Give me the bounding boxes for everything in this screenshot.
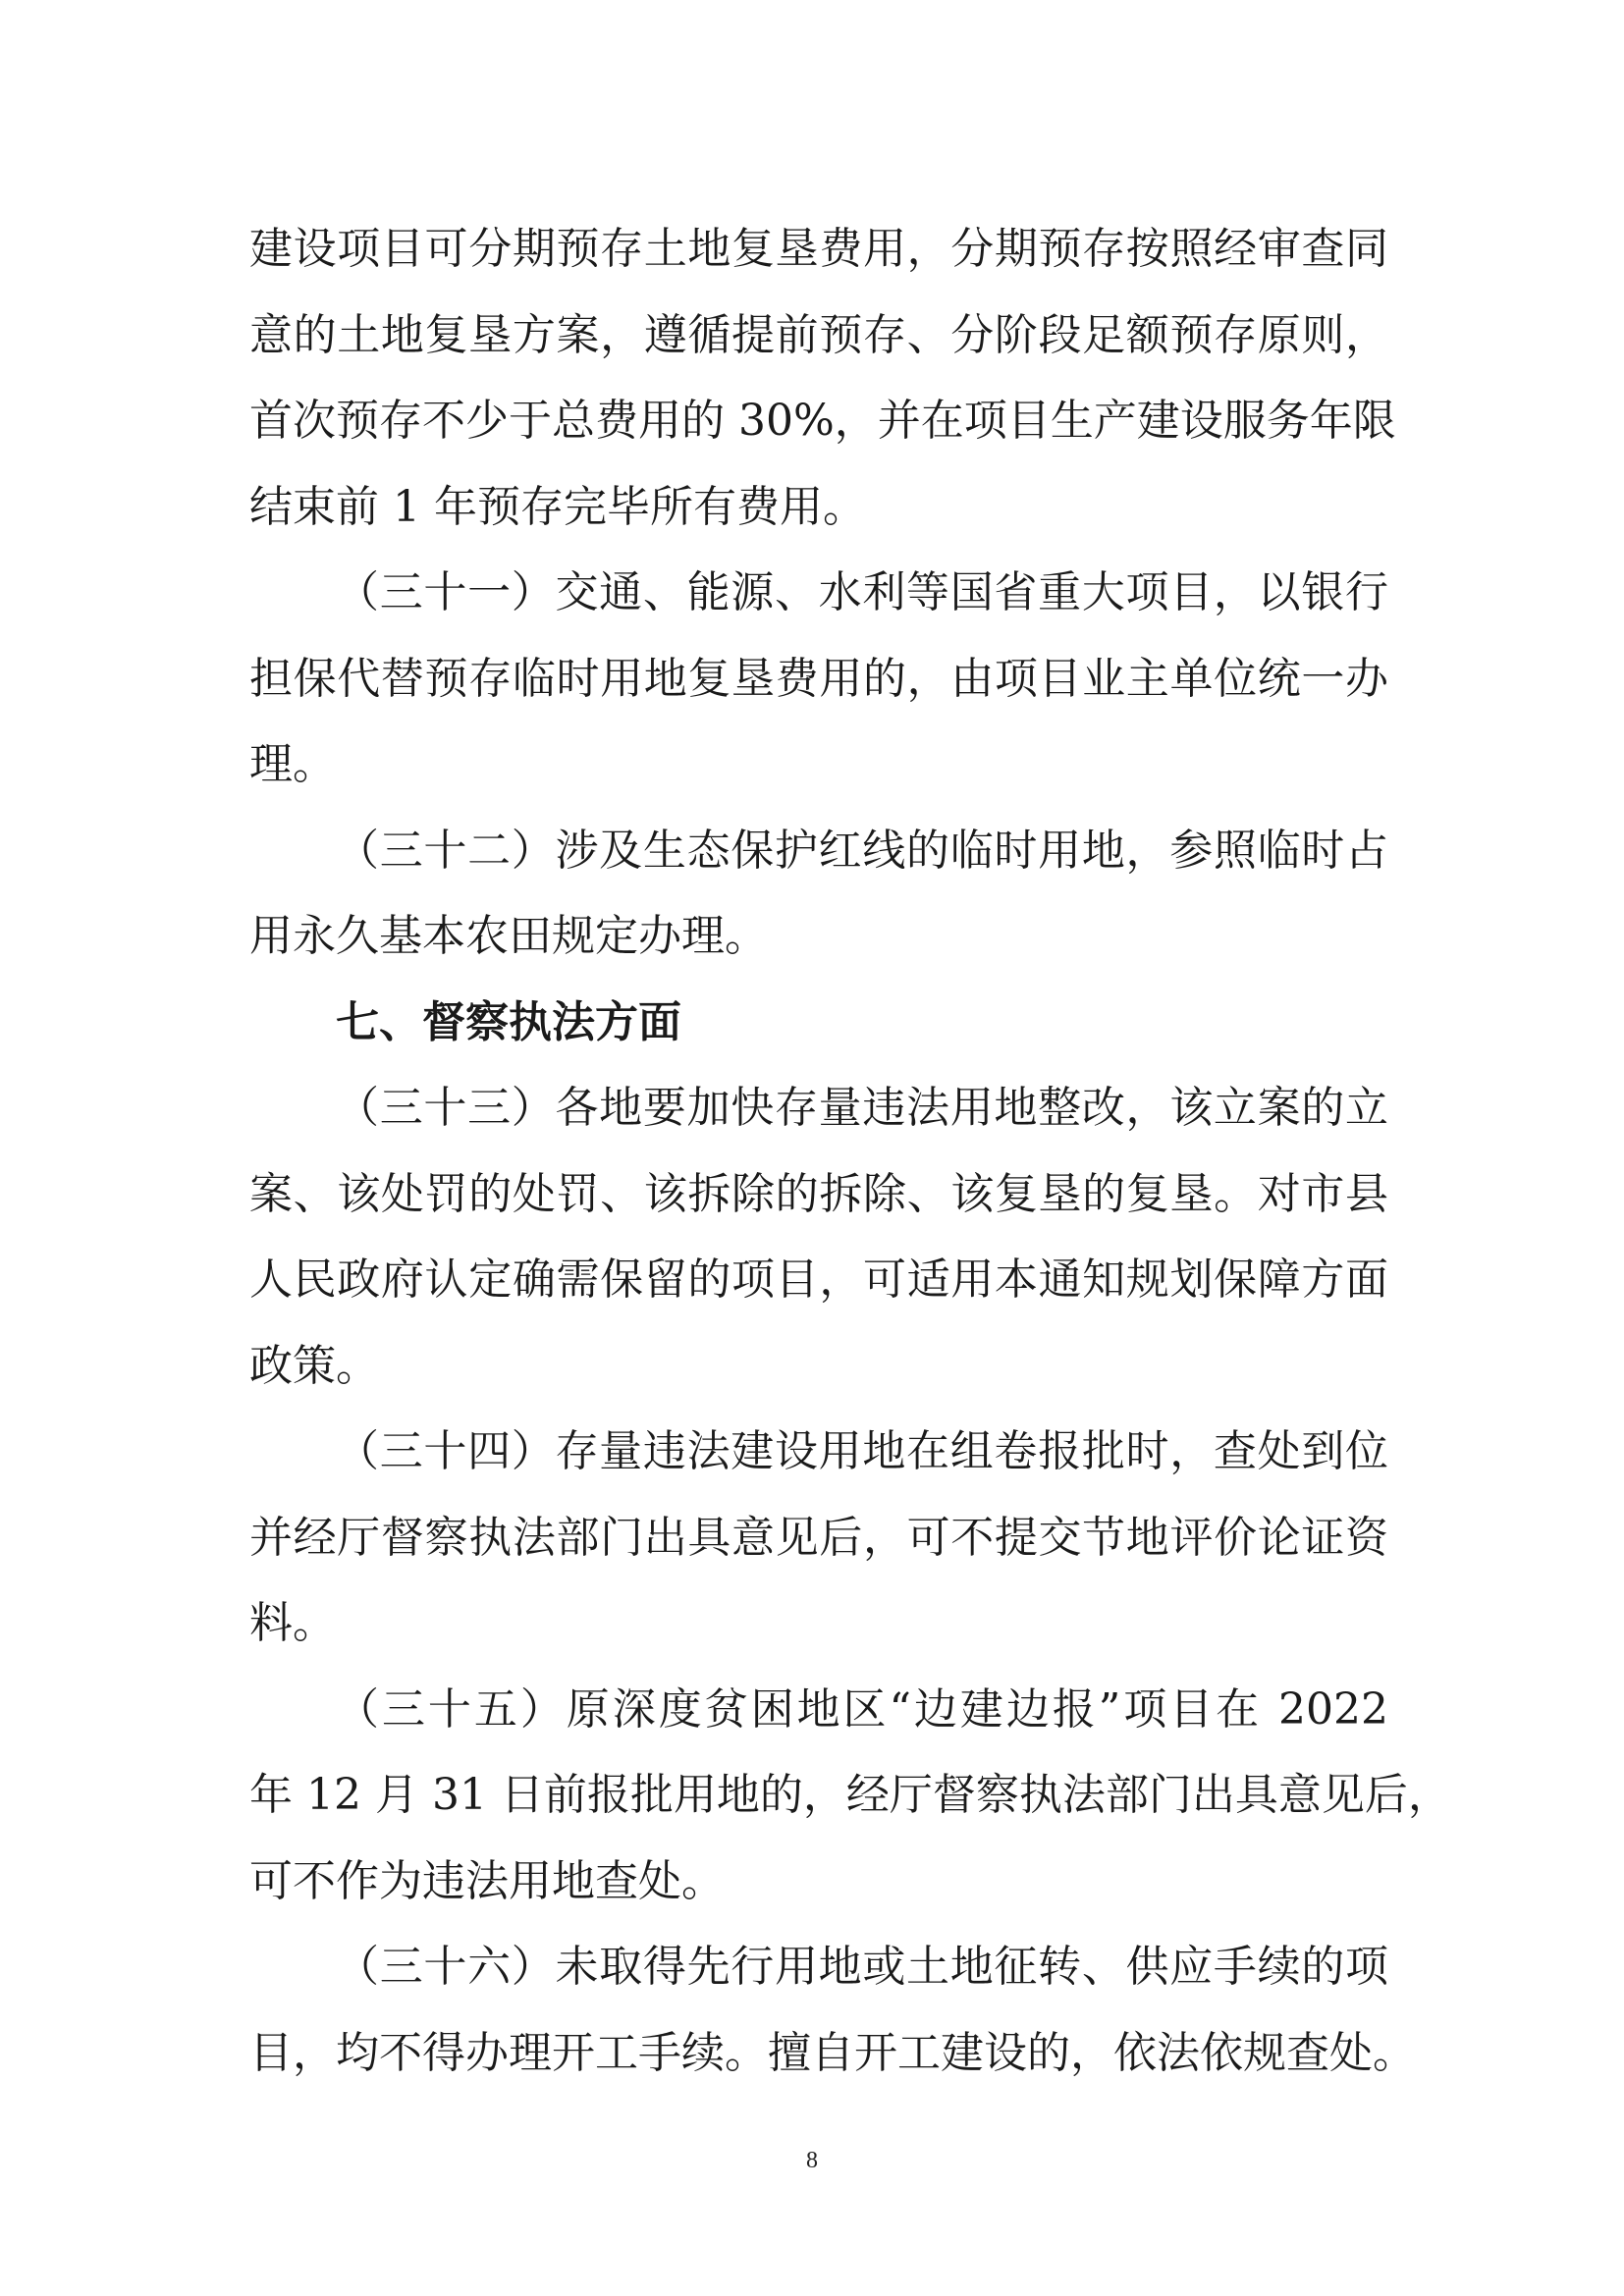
- document-body: [249, 206, 1451, 2096]
- text-line: （三十三）各地要加快存量违法用地整改，该立案的立: [336, 1083, 1388, 1133]
- text-line: 用永久基本农田规定办理。: [249, 911, 768, 961]
- page-number: 8: [806, 2148, 818, 2173]
- text-line: 可不作为违法用地查处。: [249, 1855, 725, 1906]
- text-line: （三十二）涉及生态保护红线的临时用地，参照临时占: [336, 825, 1388, 876]
- text-line: 理。: [249, 739, 336, 789]
- text-line: 意的土地复垦方案，遵循提前预存、分阶段足额预存原则，: [249, 309, 1388, 360]
- text-line: 政策。: [249, 1340, 379, 1391]
- text-line: 案、该处罚的处罚、该拆除的拆除、该复垦的复垦。对市县: [249, 1168, 1388, 1219]
- text-line: （三十一）交通、能源、水利等国省重大项目，以银行: [336, 567, 1388, 617]
- section-heading: 七、督察执法方面: [336, 996, 681, 1047]
- text-line: 料。: [249, 1598, 336, 1648]
- text-line: 结束前 1 年预存完毕所有费用。: [249, 481, 866, 532]
- text-line: （三十五）原深度贫困地区“边建边报”项目在 2022: [336, 1683, 1388, 1735]
- text-line: 并经厅督察执法部门出具意见后，可不提交节地评价论证资: [249, 1512, 1388, 1563]
- text-line: 人民政府认定确需保留的项目，可适用本通知规划保障方面: [249, 1255, 1388, 1305]
- text-line: 年 12 月 31 日前报批用地的，经厅督察执法部门出具意见后，: [249, 1770, 1451, 1820]
- text-line: （三十四）存量违法建设用地在组卷报批时，查处到位: [336, 1426, 1388, 1476]
- text-line: 建设项目可分期预存土地复垦费用，分期预存按照经审查同: [249, 224, 1388, 274]
- text-line: 首次预存不少于总费用的 30%，并在项目生产建设服务年限: [249, 396, 1396, 446]
- text-line: 目，均不得办理开工手续。擅自开工建设的，依法依规查处。: [249, 2027, 1416, 2078]
- text-line: （三十六）未取得先行用地或土地征转、供应手续的项: [336, 1942, 1388, 1992]
- text-line: 担保代替预存临时用地复垦费用的，由项目业主单位统一办: [249, 653, 1388, 704]
